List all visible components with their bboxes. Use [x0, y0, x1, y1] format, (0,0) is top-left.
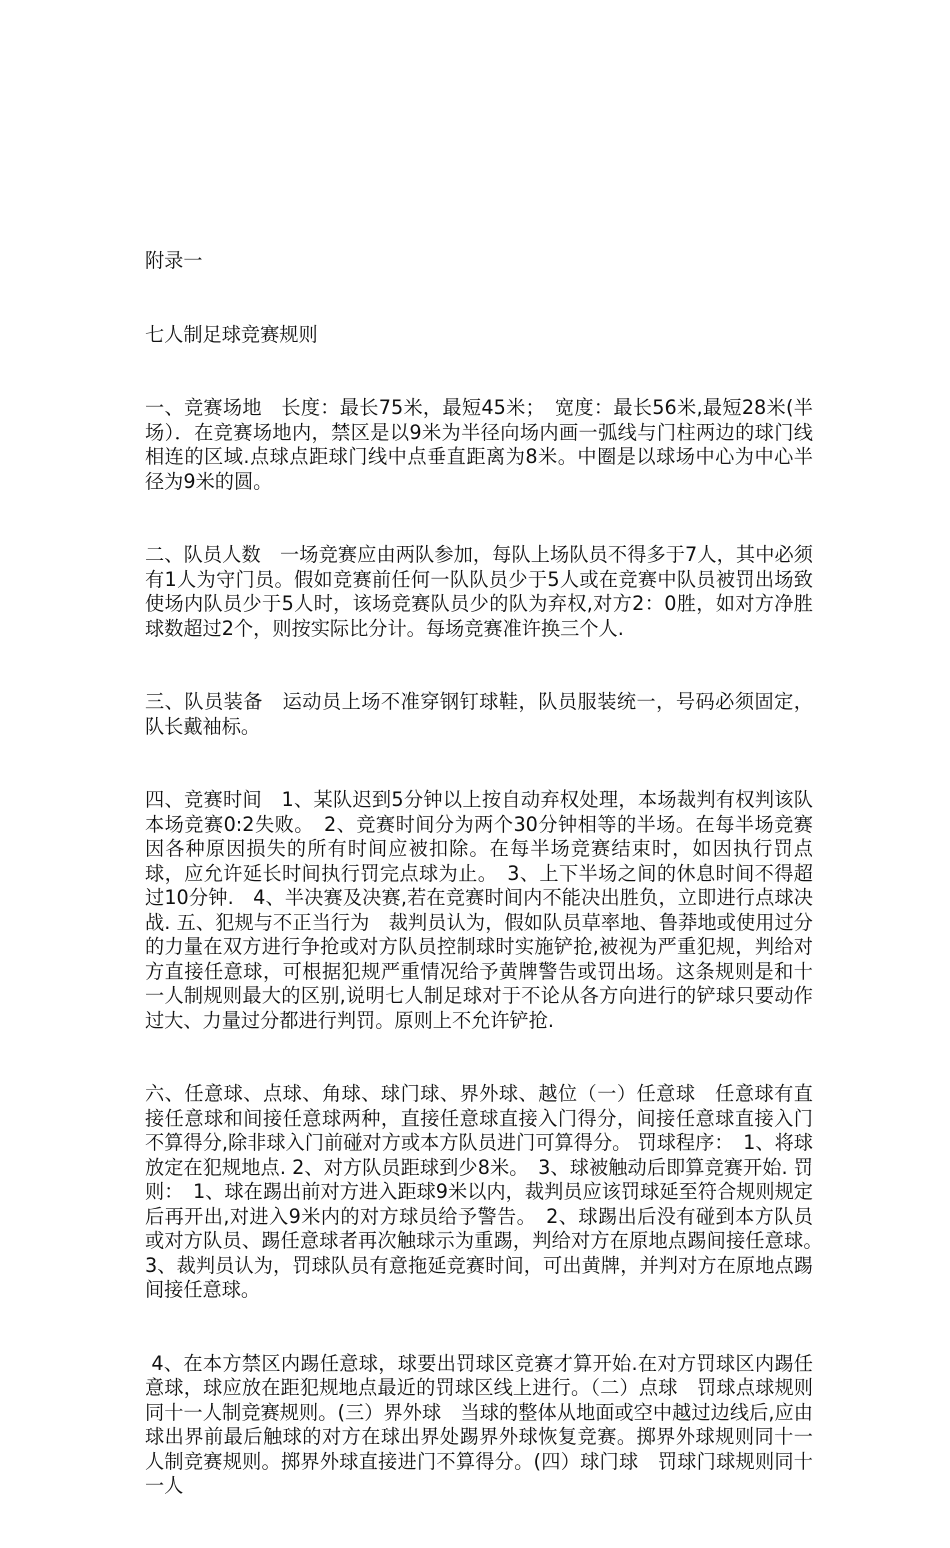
paragraph-time-and-fouls: 四、竞赛时间 1、某队迟到5分钟以上按自动弃权处理，本场裁判有权判该队本场竞赛0:2失败。 2、竞赛时间分为两个30分钟相等的半场。在每半场竞赛因各种原因损失的所有时间应被扣除。在每半场竞赛结束时，如因执行罚点球，应允许延长时间执行罚完点球为止。 3、上下半场之间的休息时间不得超过10分钟. 4、半决赛及决赛,若在竞赛时间内不能决出胜负，立即进行点球决战. 五、犯规与不正当行为 裁判员认为，假如队员草率地、鲁莽地或使用过分的力量在双方进行争抢或对方队员控制球时实施铲抢,被视为严重犯规，判给对方直接任意球，可根据犯规严重情况给予黄牌警告或罚出场。这条规则是和十一人制规则最大的区别,说明七人制足球对于不论从各方向进行的铲球只要动作过大、力量过分都进行判罚。原则上不允许铲抢.: [145, 788, 813, 1032]
appendix-label: 附录一: [145, 249, 203, 272]
document-body: [145, 200, 833, 1548]
paragraph-penalty-throwin: 4、在本方禁区内踢任意球，球要出罚球区竞赛才算开始.在对方罚球区内踢任意球，球应放在距犯规地点最近的罚球区线上进行。（二）点球 罚球点球规则同十一人制竞赛规则。(三）界外球 当球的整体从地面或空中越过边线后,应由球出界前最后触球的对方在球出界处踢界外球恢复竞赛。掷界外球规则同十一人制竞赛规则。掷界外球直接进门不算得分。(四）球门球 罚球门球规则同十一人: [145, 1351, 813, 1497]
document-title: 七人制足球竞赛规则: [145, 322, 318, 346]
paragraph-free-kicks: 六、任意球、点球、角球、球门球、界外球、越位（一）任意球 任意球有直接任意球和间接任意球两种，直接任意球直接入门得分，间接任意球直接入门不算得分,除非球入门前碰对方或本方队员进门可算得分。 罚球程序： 1、将球放定在犯规地点. 2、对方队员距球到少8米。 3、球被触动后即算竞赛开始. 罚则： 1、球在踢出前对方进入距球9米以内，裁判员应该罚球延至符合规则规定后再开出,对进入9米内的对方球员给予警告。 2、球踢出后没有碰到本方队员或对方队员、踢任意球者再次触球示为重踢，判给对方在原地点踢间接任意球。 3、裁判员认为，罚球队员有意拖延竞赛时间，可出黄牌，并判对方在原地点踢间接任意球。: [145, 1082, 833, 1301]
paragraph-field: 一、竞赛场地 长度：最长75米，最短45米； 宽度：最长56米,最短28米(半场）．在竞赛场地内，禁区是以9米为半径向场内画一弧线与门柱两边的球门线相连的区域.点球点距球门线中点垂直距离为8米。中圈是以球场中心为中心半径为9米的圆。: [145, 396, 813, 493]
paragraph-players: 二、队员人数 一场竞赛应由两队参加，每队上场队员不得多于7人，其中必须有1人为守门员。假如竞赛前任何一队队员少于5人或在竞赛中队员被罚出场致使场内队员少于5人时，该场竞赛队员少的队为弃权,对方2：0胜，如对方净胜球数超过2个，则按实际比分计。每场竞赛准许换三个人.: [145, 543, 813, 640]
paragraph-equipment: 三、队员装备 运动员上场不准穿钢钉球鞋，队员服装统一，号码必须固定，队长戴袖标。: [145, 690, 813, 738]
